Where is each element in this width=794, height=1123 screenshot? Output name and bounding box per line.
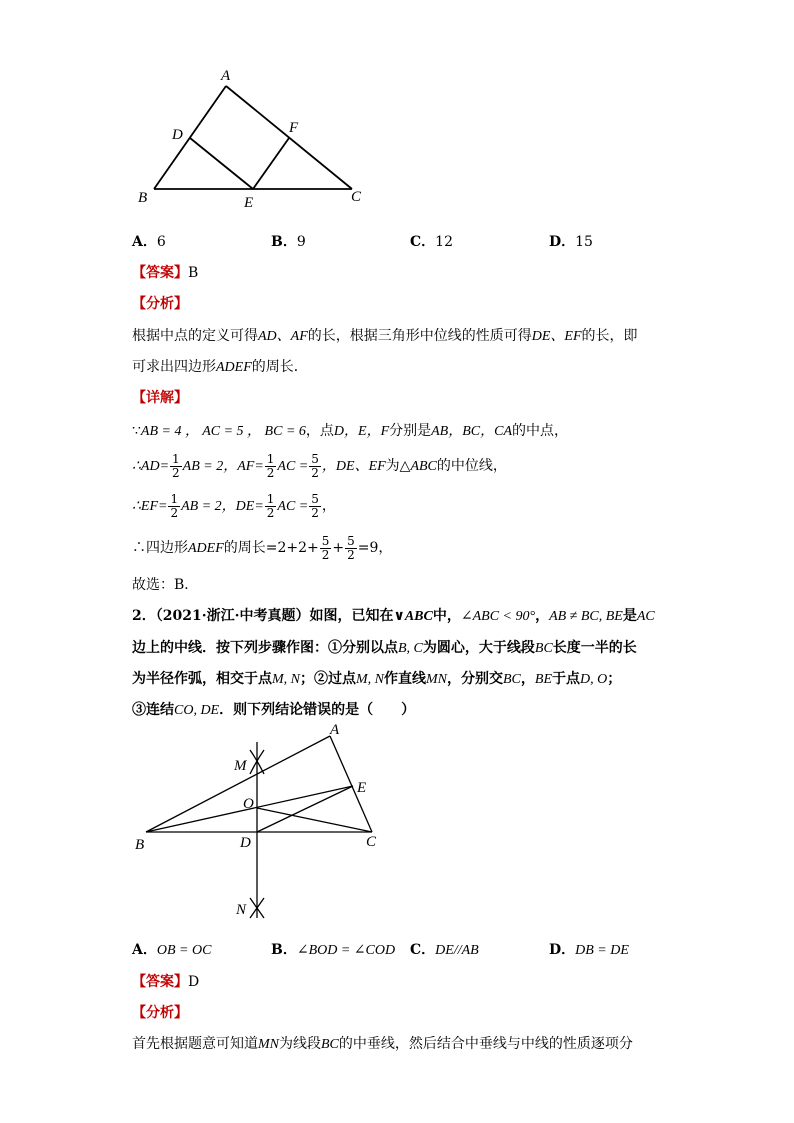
q2-answer: 【答案】D — [132, 974, 200, 990]
label-c: C — [351, 189, 362, 205]
q2-line2: 边上的中线．按下列步骤作图：①分别以点B, C为圆心，大于线段BC长度一半的长 — [132, 640, 637, 656]
q2-analysis-tag: 【分析】 — [132, 1005, 188, 1021]
q1-detail-tag: 【详解】 — [132, 390, 188, 406]
label-a: A — [330, 722, 340, 738]
segment-oc — [257, 808, 372, 832]
label-d: D — [172, 127, 183, 143]
label-e: E — [244, 195, 254, 211]
label-m: M — [234, 758, 247, 774]
q1-detail-line4: ∴四边形ADEF的周长=2+2+ $\frac{5}{2}$ + $\frac{5}{2}$ =9， — [132, 533, 393, 562]
q1-detail-line1: ∵AB = 4 ， AC = 5 ， BC = 6，点D，E，F分别是AB，BC，CA的中点， — [132, 423, 569, 439]
q2-option-a: A．OB = OC — [132, 942, 212, 958]
q1-option-d: D．15 — [549, 234, 593, 250]
fraction-five-halves: $\frac{5}{2}$ — [311, 491, 319, 520]
segment-de — [190, 138, 253, 189]
q2-line1: 2．（2021·浙江·中考真题）如图，已知在∨ABC中，∠ABC < 90°，AB ≠ BC, BE是AC — [132, 608, 655, 624]
label-b: B — [135, 837, 145, 853]
q2-option-c: C．DE//AB — [410, 942, 479, 958]
q2-analysis-line: 首先根据题意可知道MN为线段BC的中垂线，然后结合中垂线与中线的性质逐项分 — [132, 1036, 633, 1052]
q1-analysis-line1: 根据中点的定义可得AD、AF的长，根据三角形中位线的性质可得DE、EF的长，即 — [132, 328, 638, 344]
fraction-five-halves: $\frac{5}{2}$ — [311, 451, 319, 480]
figure-perpendicular-bisector — [132, 722, 392, 922]
fraction-half: $\frac{1}{2}$ — [266, 491, 275, 520]
q1-option-a: A．6 — [132, 234, 166, 250]
label-a: A — [221, 68, 231, 84]
q1-analysis-tag: 【分析】 — [132, 296, 188, 312]
q2-line4: ③连结CO, DE．则下列结论错误的是（ ） — [132, 702, 416, 718]
q1-detail-line2: ∴AD= $\frac{1}{2}$ AB = 2，AF= $\frac{1}{2}$ AC = $\frac{5}{2}$ ，DE、EF为△ABC的中位线， — [132, 451, 507, 480]
label-b: B — [138, 190, 148, 206]
fraction-five-halves: $\frac{5}{2}$ — [347, 533, 355, 562]
figure-triangle-adef — [132, 62, 372, 212]
fraction-half: $\frac{1}{2}$ — [266, 451, 275, 480]
label-d: D — [240, 835, 251, 851]
q2-line3: 为半径作弧，相交于点M, N；②过点M, N作直线MN，分别交BC，BE于点D, O； — [132, 671, 622, 687]
label-e: E — [357, 780, 367, 796]
q1-analysis-line2: 可求出四边形ADEF的周长． — [132, 359, 308, 375]
q2-option-b: B．∠BOD = ∠COD — [271, 942, 396, 958]
fraction-half: $\frac{1}{2}$ — [170, 491, 179, 520]
label-n: N — [236, 902, 247, 918]
segment-ef — [253, 138, 289, 189]
q1-conclusion: 故选：B． — [132, 577, 199, 593]
fraction-five-halves: $\frac{5}{2}$ — [321, 533, 330, 562]
segment-ab — [154, 86, 226, 189]
q1-option-c: C．12 — [410, 234, 453, 250]
q2-option-d: D．DB = DE — [549, 942, 629, 958]
q1-detail-line3: ∴EF= $\frac{1}{2}$ AB = 2，DE= $\frac{1}{2}$ AC = $\frac{5}{2}$ ， — [132, 491, 336, 520]
q1-option-b: B．9 — [271, 234, 306, 250]
label-f: F — [289, 120, 299, 136]
segment-ac — [226, 86, 352, 189]
q1-answer: 【答案】B — [132, 265, 199, 281]
label-c: C — [366, 834, 377, 850]
fraction-half: $\frac{1}{2}$ — [172, 451, 180, 480]
label-o: O — [243, 796, 254, 812]
